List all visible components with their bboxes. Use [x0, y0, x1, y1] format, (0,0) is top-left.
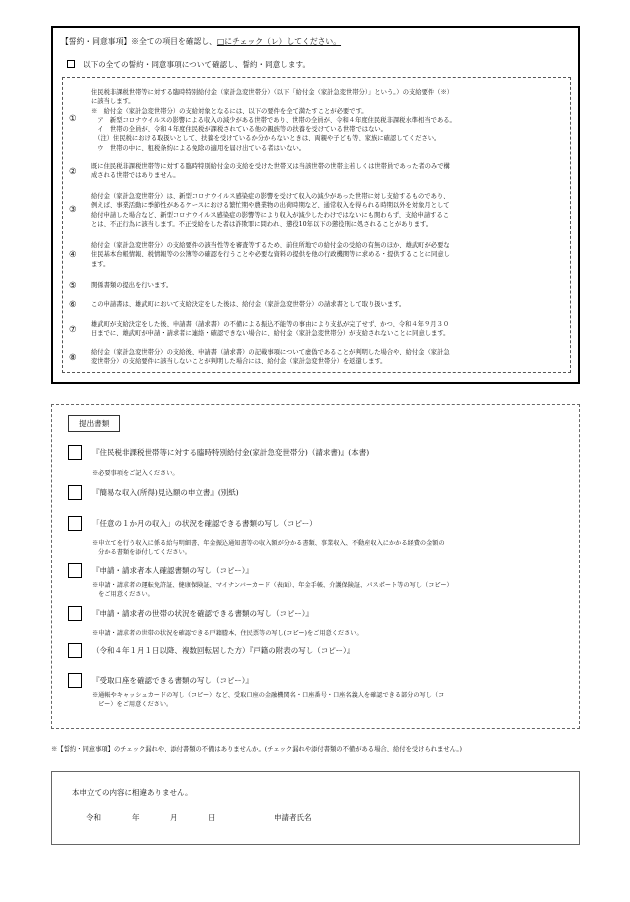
applicant-name-label: 申請者氏名	[274, 813, 312, 822]
documents-section: 提出書類 『住民税非課税世帯等に対する臨時特別給付金(家計急変世帯分)（請求書)』(本書) ※必要事項をご記入ください。 『簡易な収入(所得)見込額の申立書』(別紙) 「任意の１か月の収入」の状況を確認できる書類の写し（コピー） ※申立てを行う収入に係る給与明細書、年金振込通知書等の収入額が分かる書類、事業収入、不動産収入にかかる経費の金額の 分かる書類を添付してください。 『申請・請求者本人確認書類の写し（コピー）』 ※申請・請求者の運転免許証、健康保険証、マイナンバーカード（表面）、年金手帳、介護保険証、パスポート等の写し（コピー） をご用意ください。 『申請・請求者の世帯の状況を確認できる書類の写し（コピー）』 ※申請・請求者の世帯の状況を確認できる戸籍謄本、住民票等の写し(コピー)をご用意ください。 （令和４年１月１日以降、複数回転居した方）『戸籍の附表の写し（コピー）』 『受取口座を確認できる書類の写し（コピー）』 ※通帳やキャッシュカードの写し（コピー）など、受取口座の金融機関名・口座番号・口座名義人を確認できる部分の写し（コ ピー）をご用意ください。	[51, 404, 580, 729]
pledge-items-box: ① 住民税非課税世帯等に対する臨時特別給付金（家計急変世帯分）（以下「給付金（家計急変世帯分）」という。）の支給要件（※） に該当します。 ※ 給付金（家計急変世帯分）の支給対象となるには、以下の要件を全て満たすことが必要です。 ア 新型コロナウイルスの影響による収入の減少がある世帯であり、世帯の全員が、令和４年度住民税非課税水準相当である。 イ 世帯の全員が、令和４年度住民税が課税されている他の親族等の扶養を受けている世帯ではない。 （注）住民税における取扱いとして、扶養を受けているか分からないときは、両親や子ども等、家族に確認してください。 ウ 世帯の中に、租税条約による免除の適用を届け出ている者はいない。 ② 既に住民税非課税世帯等に対する臨時特別給付金の支給を受けた世帯又は当該世帯の世帯主若しくは世帯員であった者のみで構 成される世帯ではありません。 ③ 給付金（家計急変世帯分）は、新型コロナウイルス感染症の影響を受けて収入の減少があった世帯に対し支給するものであり、 例えば、事業活動に季節性があるケースにおける繁忙期や農業物の出荷時期など、通常収入を得られる時期以外を対象月として 給付申請した場合など、新型コロナウイルス感染症の影響等により収入が減少したわけではないにも関わらず、支給申請するこ とは、不正行為に該当します。不正受給をした者は詐欺罪に問われ、懲役10年以下の懲役刑に処されることがあります。 ④ 給付金（家計急変世帯分）の支給要件の該当性等を審査等するため、前住所地での給付金の受給の有無のほか、雄武町が必要な 住民基本台帳情報、税情報等の公簿等の確認を行うことや必要な資料の提供を他の行政機関等に求める・提供することに同意し ます。 ⑤ 関係書類の提出を行います。 ⑥ この申請書は、雄武町において支給決定をした後は、給付金（家計急変世帯分）の請求書として取り扱います。 ⑦ 雄武町が支給決定をした後、申請書（請求書）の不備による振込不能等の事由により支払が完了せず、かつ、令和４年９月３０ 日までに、雄武町が申請・請求者に連絡・確認できない場合に、給付金（家計急変世帯分）が支給されないことに同意します。 ⑧ 給付金（家計急変世帯分）の支給後、申請書（請求書）の記載事項について虚偽であることが判明した場合や、給付金（家計急 変世帯分）の支給要件に該当しないことが判明した場合には、給付金（家計急変世帯分）を返還します。	[62, 77, 571, 373]
pledge-section	[51, 26, 580, 384]
declaration-section	[51, 771, 580, 845]
document-checkbox[interactable]	[68, 673, 82, 688]
check-footnote: ※【誓約・同意事項】のチェック漏れや、添付書類の不備はありませんか。(チェック漏れや添付書類の不備がある場合、給付を受けられません。)	[51, 746, 462, 753]
document-checkbox[interactable]	[68, 643, 82, 658]
document-checkbox[interactable]	[68, 516, 82, 531]
document-checkbox[interactable]	[68, 485, 82, 500]
era-label: 令和	[86, 813, 101, 822]
pledge-title: 【誓約・同意事項】※全ての項目を確認し、□にチェック（レ）してください。	[61, 37, 342, 46]
month-label: 月	[170, 813, 178, 822]
agree-all-label: 以下の全ての誓約・同意事項について確認し、誓約・同意します。	[83, 60, 311, 69]
agree-all-row[interactable]	[67, 59, 310, 70]
day-label: 日	[208, 813, 216, 822]
document-checkbox[interactable]	[68, 606, 82, 621]
year-label: 年	[132, 813, 140, 822]
document-checkbox[interactable]	[68, 563, 82, 578]
documents-label: 提出書類	[68, 415, 120, 432]
agree-all-checkbox[interactable]	[67, 60, 75, 68]
declaration-text: 本申立ての内容に相違ありません。	[72, 788, 193, 797]
document-checkbox[interactable]	[68, 445, 82, 460]
